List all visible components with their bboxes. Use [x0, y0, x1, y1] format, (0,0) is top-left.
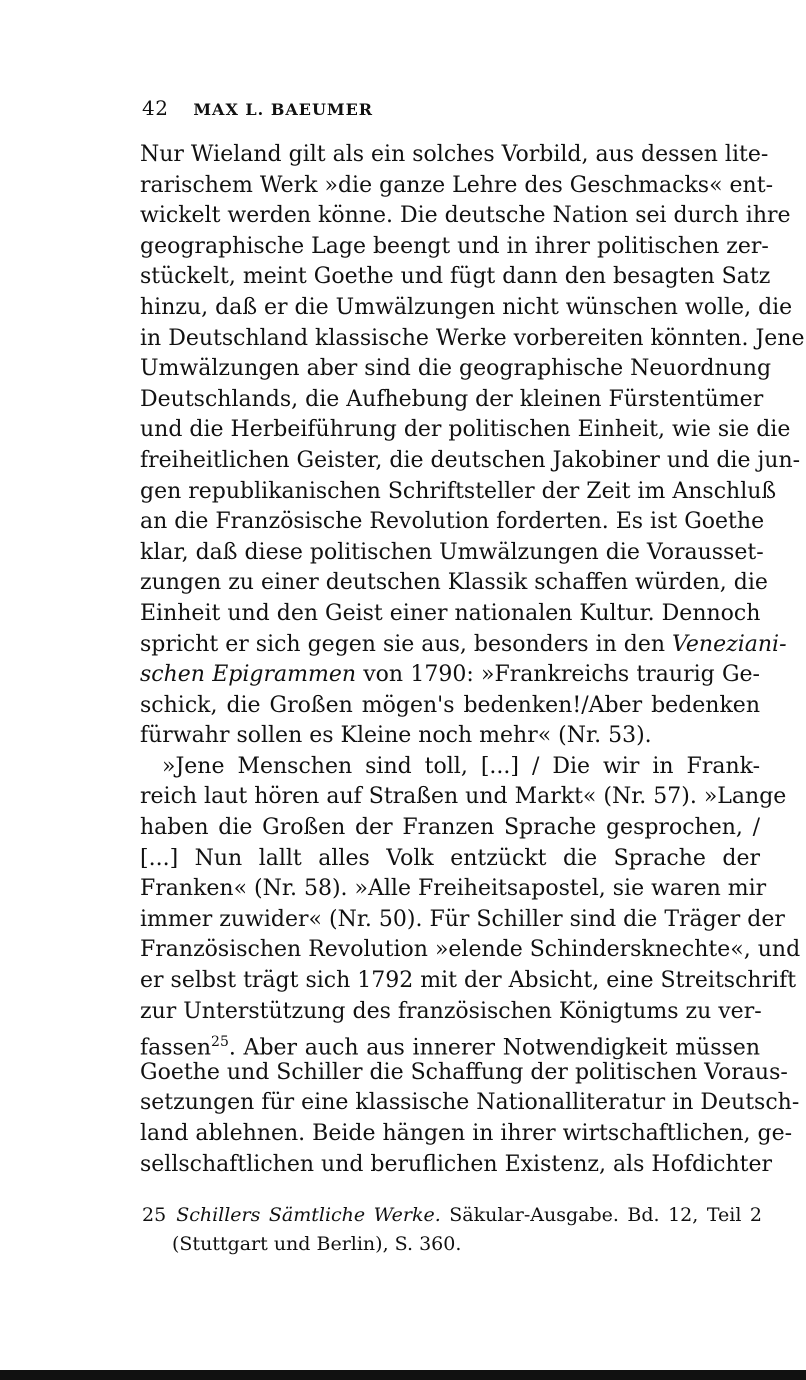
footnote-line: (Stuttgart und Berlin), S. 360. — [172, 1233, 462, 1255]
text-line: Einheit und den Geist einer nationalen Kultur. Dennoch — [140, 600, 761, 626]
text-segment: spricht er sich gegen sie aus, besonders in den — [140, 631, 666, 657]
running-author: MAX L. BAEUMER — [193, 100, 374, 119]
text-line: schick, die Großen mögen's bedenken!/Aber bedenken — [140, 692, 760, 718]
text-segment: . Aber auch aus innerer Notwendigkeit müssen — [228, 1035, 760, 1061]
text-line-mixed — [140, 630, 787, 661]
text-line: fürwahr sollen es Kleine noch mehr« (Nr. 53). — [140, 723, 652, 749]
footnote-text: Säkular-Ausgabe. Bd. 12, Teil 2 — [440, 1204, 762, 1226]
text-line: rarischem Werk »die ganze Lehre des Geschmacks« ent- — [140, 172, 774, 198]
text-line: an die Französische Revolution forderten. Es ist Goethe — [140, 509, 765, 535]
text-line: Nur Wieland gilt als ein solches Vorbild, aus dessen lite- — [140, 142, 769, 167]
text-line: stückelt, meint Goethe und fügt dann den besagten Satz — [140, 264, 771, 290]
text-line: geographische Lage beengt und in ihrer politischen zer- — [140, 233, 769, 259]
text-segment: von 1790: »Frankreichs traurig Ge- — [356, 662, 760, 688]
text-line-mixed — [140, 1027, 760, 1061]
text-line: klar, daß diese politischen Umwälzungen die Vorausset- — [140, 539, 764, 565]
text-line: sellschaftlichen und beruflichen Existenz, als Hofdichter — [140, 1151, 772, 1177]
text-line: immer zuwider« (Nr. 50). Für Schiller sind die Träger der — [140, 906, 785, 932]
text-line: gen republikanischen Schriftsteller der Zeit im Anschluß — [140, 478, 777, 504]
text-line: haben die Großen der Franzen Sprache gesprochen, / — [140, 815, 760, 841]
text-line: freiheitlichen Geister, die deutschen Jakobiner und die jun- — [140, 447, 801, 473]
text-segment: fassen — [140, 1035, 212, 1061]
text-line-mixed — [140, 660, 760, 691]
page-number: 42 — [142, 96, 169, 120]
text-line: »Jene Menschen sind toll, [...] / Die wir in Frank- — [162, 753, 760, 779]
italic-title: schen Epigrammen — [140, 662, 357, 688]
footnote-number: 25 — [142, 1204, 167, 1226]
text-line: zungen zu einer deutschen Klassik schaffen würden, die — [140, 570, 768, 596]
body-text — [140, 140, 805, 1180]
text-line: Französischen Revolution »elende Schindersknechte«, und — [140, 937, 801, 963]
text-line: [...] Nun lallt alles Volk entzückt die Sprache der — [140, 845, 760, 871]
scan-edge — [0, 1370, 806, 1380]
text-line: reich laut hören auf Straßen und Markt« (Nr. 57). »Lange — [140, 784, 787, 810]
running-header — [142, 96, 373, 120]
text-line: Goethe und Schiller die Schaffung der politischen Voraus- — [140, 1059, 788, 1085]
text-line: hinzu, daß er die Umwälzungen nicht wünschen wolle, die — [140, 294, 793, 320]
text-line: in Deutschland klassische Werke vorbereiten könnten. Jene — [140, 325, 805, 351]
text-line: Deutschlands, die Aufhebung der kleinen Fürstentümer — [140, 386, 764, 412]
text-line: zur Unterstützung des französischen Königtums zu ver- — [140, 998, 762, 1024]
footnote-reference: 25 — [211, 1034, 229, 1051]
text-line: setzungen für eine klassische Nationalliteratur in Deutsch- — [140, 1090, 800, 1116]
text-line: Franken« (Nr. 58). »Alle Freiheitsapostel, sie waren mir — [140, 876, 767, 902]
text-line: und die Herbeiführung der politischen Einheit, wie sie die — [140, 417, 791, 443]
text-line: Umwälzungen aber sind die geographische Neuordnung — [140, 356, 772, 382]
text-line: er selbst trägt sich 1792 mit der Absicht, eine Streitschrift — [140, 968, 797, 994]
footnote-line — [142, 1201, 762, 1230]
footnote — [142, 1201, 762, 1259]
footnote-title: Schillers Sämtliche Werke. — [176, 1204, 441, 1226]
italic-title: Veneziani- — [672, 631, 787, 657]
text-line: land ablehnen. Beide hängen in ihrer wirtschaftlichen, ge- — [140, 1121, 793, 1146]
text-line: wickelt werden könne. Die deutsche Nation sei durch ihre — [140, 203, 791, 229]
